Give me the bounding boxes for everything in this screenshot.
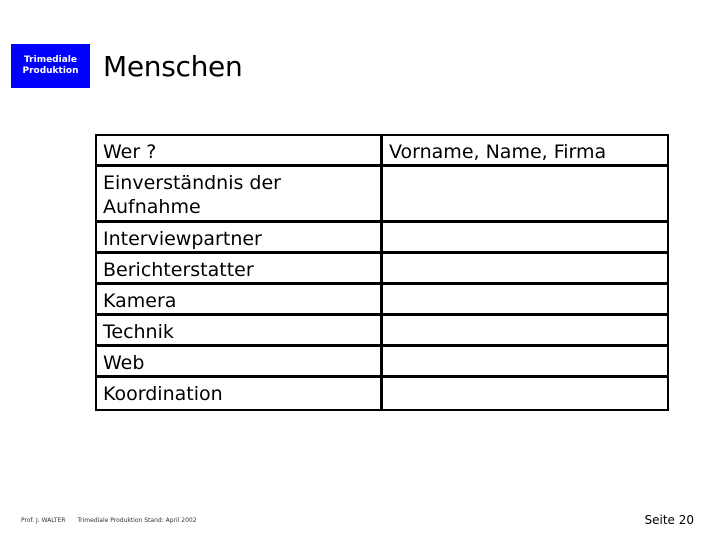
row-value bbox=[383, 347, 667, 378]
row-label: Berichterstatter bbox=[97, 254, 383, 285]
table-row bbox=[97, 378, 667, 409]
row-label: Kamera bbox=[97, 285, 383, 316]
row-value bbox=[383, 285, 667, 316]
row-label: Einverständnis der Aufnahme bbox=[97, 167, 383, 223]
page-number: Seite 20 bbox=[644, 513, 694, 527]
row-value: Vorname, Name, Firma bbox=[383, 136, 667, 167]
table-row bbox=[97, 254, 667, 285]
row-label: Web bbox=[97, 347, 383, 378]
table-row bbox=[97, 347, 667, 378]
logo-line-1: Trimediale bbox=[24, 55, 77, 65]
footer-author: Prof. J. WALTER bbox=[21, 517, 66, 524]
row-label: Wer ? bbox=[97, 136, 383, 167]
row-label: Koordination bbox=[97, 378, 383, 409]
logo-box bbox=[11, 44, 90, 88]
row-value bbox=[383, 223, 667, 254]
footer-course: Trimediale Produktion Stand: April 2002 bbox=[77, 517, 197, 524]
people-table bbox=[95, 134, 669, 411]
row-value bbox=[383, 167, 667, 223]
row-value bbox=[383, 316, 667, 347]
table-row bbox=[97, 136, 667, 167]
table-row bbox=[97, 223, 667, 254]
logo-line-2: Produktion bbox=[22, 66, 79, 76]
footer-left bbox=[21, 517, 207, 525]
row-label: Technik bbox=[97, 316, 383, 347]
row-value bbox=[383, 378, 667, 409]
table-row bbox=[97, 285, 667, 316]
table-row bbox=[97, 316, 667, 347]
row-value bbox=[383, 254, 667, 285]
table-row bbox=[97, 167, 667, 223]
row-label: Interviewpartner bbox=[97, 223, 383, 254]
page-title: Menschen bbox=[103, 50, 243, 83]
